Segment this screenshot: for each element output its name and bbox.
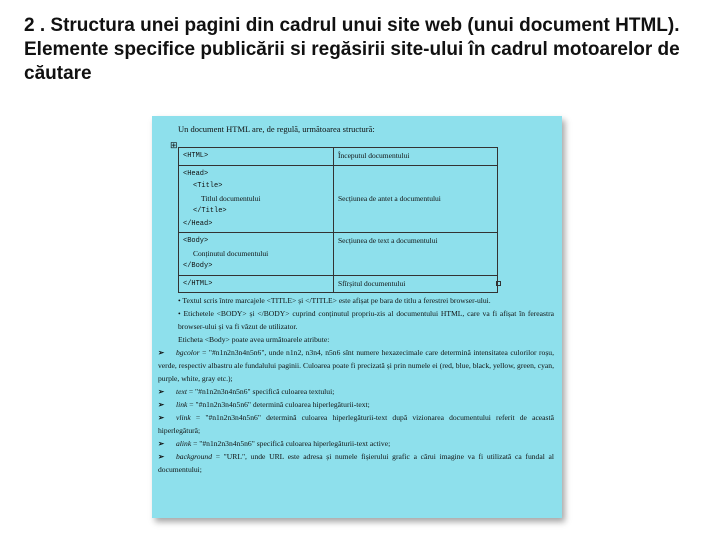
code-line: <Body> xyxy=(183,237,209,245)
code-line: <Head> xyxy=(183,169,209,178)
table-row xyxy=(179,165,498,233)
attribute-item xyxy=(158,385,554,398)
body-text xyxy=(158,294,554,476)
code-line: </Title> xyxy=(193,207,227,215)
slide-title: 2 . Structura unei pagini din cadrul unui site web (unui document HTML). Elemente specifice publicării si regăsirii site-ului în cadrul motoarelor de căutare xyxy=(24,15,680,84)
code-cell xyxy=(179,148,334,166)
attribute-desc: = "#n1n2n3n4n5n6" determină culoarea hiperlegăturii-text; xyxy=(187,400,370,409)
arrow-bullet-icon: ➢ xyxy=(158,400,165,409)
attribute-name: link xyxy=(176,400,188,409)
code-line: Titlul documentului xyxy=(201,193,261,203)
arrow-bullet-icon: ➢ xyxy=(158,348,165,357)
attribute-desc: = "#n1n2n3n4n5n6", unde n1n2, n3n4, n5n6 sînt numere hexazecimale care determină intensitatea culorilor roșu, verde, respectiv albastru ale fundalului paginii. Culoarea poate fi precizată și prin numele ei (red, blue, black, yellow, green, cyan, purple, white, gray etc.); xyxy=(158,348,554,383)
attribute-name: text xyxy=(176,387,187,396)
desc-cell: Secțiunea de antet a documentului xyxy=(334,165,498,233)
arrow-bullet-icon: ➢ xyxy=(158,387,165,396)
attribute-item xyxy=(158,437,554,450)
desc-cell: Începutul documentului xyxy=(334,148,498,166)
html-structure-table xyxy=(178,147,498,293)
code-line: </HTML> xyxy=(183,279,213,288)
table-row xyxy=(179,148,498,166)
attribute-desc: = "#n1n2n3n4n5n6" specifică culoarea textului; xyxy=(186,387,335,396)
attribute-item xyxy=(158,346,554,385)
attribute-item xyxy=(158,411,554,437)
attribute-item xyxy=(158,398,554,411)
arrow-bullet-icon: ➢ xyxy=(158,452,165,461)
attribute-desc: = "URL", unde URL este adresa și numele fișierului grafic a cărui imagine va fi utilizată ca fundal al documentului; xyxy=(158,452,554,474)
attribute-name: vlink xyxy=(176,413,191,422)
code-line: <Title> xyxy=(193,182,223,190)
attribute-name: bgcolor xyxy=(176,348,200,357)
attribute-desc: = "#n1n2n3n4n5n6" specifică culoarea hiperlegăturii-text active; xyxy=(191,439,391,448)
intro-text: Un document HTML are, de regulă, următoarea structură: xyxy=(178,124,375,134)
code-cell xyxy=(179,165,334,233)
attributes-intro: Eticheta <Body> poate avea următoarele atribute: xyxy=(178,335,330,344)
code-line: Conținutul documentului xyxy=(193,248,269,258)
bullet-title: • Textul scris între marcajele <TITLE> și </TITLE> este afișat pe bara de titlu a ferestrei browser-ului. xyxy=(178,296,491,305)
attribute-name: alink xyxy=(176,439,192,448)
attribute-name: background xyxy=(176,452,212,461)
document-excerpt xyxy=(152,116,562,518)
code-cell xyxy=(179,275,334,293)
attribute-item xyxy=(158,450,554,476)
desc-cell: Secțiunea de text a documentului xyxy=(334,233,498,276)
table-anchor-icon: ⊞ xyxy=(170,140,178,150)
table-row xyxy=(179,233,498,276)
arrow-bullet-icon: ➢ xyxy=(158,413,165,422)
table-row xyxy=(179,275,498,293)
bullet-body: • Etichetele <BODY> și </BODY> cuprind conținutul propriu-zis al documentului HTML, care va fi afișat în fereastra browser-ului și va fi văzut de utilizator. xyxy=(178,309,554,331)
code-line: </Body> xyxy=(183,262,213,270)
desc-cell: Sfîrșitul documentului xyxy=(334,275,498,293)
code-cell xyxy=(179,233,334,276)
arrow-bullet-icon: ➢ xyxy=(158,439,165,448)
attribute-desc: = "#n1n2n3n4n5n6" determină culoarea hiperlegăturii-text după vizionarea documentului referit de această hiperlegătură; xyxy=(158,413,554,435)
table-resize-handle xyxy=(496,281,501,286)
code-line: <HTML> xyxy=(183,152,209,160)
code-line: </Head> xyxy=(183,219,213,228)
